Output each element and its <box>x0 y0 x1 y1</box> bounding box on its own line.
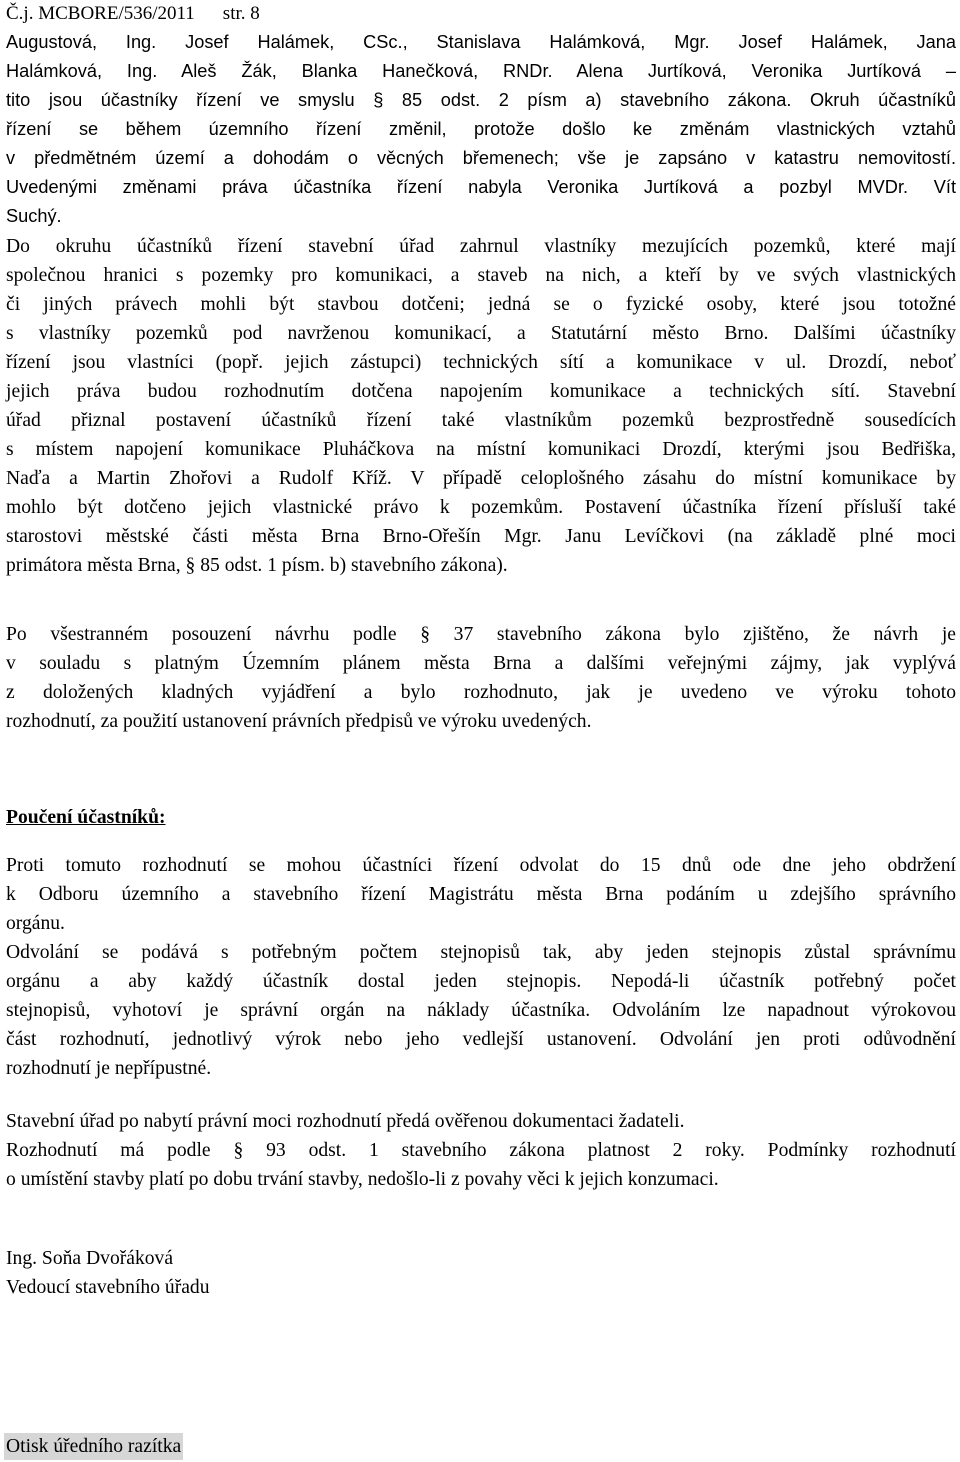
paragraph-documentation <box>6 1107 956 1136</box>
text-line: Halámková, Ing. Aleš Žák, Blanka Hanečková, RNDr. Alena Jurtíková, Veronika Jurtíková – <box>6 61 956 81</box>
text-line: orgánu. <box>6 913 65 934</box>
page-number: str. 8 <box>222 3 260 24</box>
text-line: v souladu s platným Územním plánem města Brna a dalšími veřejnými zájmy, jak vyplývá <box>6 653 956 674</box>
text-line: Do okruhu účastníků řízení stavební úřad zahrnul vlastníky mezujících pozemků, které mají <box>6 236 956 257</box>
text-line: rozhodnutí je nepřípustné. <box>6 1058 212 1079</box>
text-line: jejich práva budou rozhodnutím dotčena napojením komunikace a technických sítí. Stavební <box>6 381 956 402</box>
paragraph-participants-list <box>6 28 956 231</box>
section-heading-instructions: Poučení účastníků: <box>6 807 166 828</box>
text-line: či jiných právech mohli být stavbou dotčeni; jedná se o fyzické osoby, které jsou totožné <box>6 294 956 315</box>
text-line: Augustová, Ing. Josef Halámek, CSc., Stanislava Halámková, Mgr. Josef Halámek, Jana <box>6 32 956 52</box>
text-line: z doložených kladných vyjádření a bylo rozhodnuto, jak je uvedeno ve výroku tohoto <box>6 682 956 703</box>
text-line: řízení jsou vlastníci (popř. jejich zástupci) technických sítí a komunikace v ul. Drozdí, neboť <box>6 352 956 373</box>
text-line: primátora města Brna, § 85 odst. 1 písm. b) stavebního zákona). <box>6 555 508 576</box>
document-reference: Č.j. MCBORE/536/2011 <box>6 3 195 24</box>
text-line: Suchý. <box>6 206 62 226</box>
text-line: s místem napojení komunikace Pluháčkova na místní komunikaci Drozdí, kterými jsou Bedřiška, <box>6 439 956 460</box>
text-line: starostovi městské části města Brna Brno-Ořešín Mgr. Janu Levíčkovi (na základě plné moci <box>6 526 956 547</box>
text-line: Po všestranném posouzení návrhu podle § 37 stavebního zákona bylo zjištěno, že návrh je <box>6 624 956 645</box>
text-line: mohlo být dotčeno jejich vlastnické právo k pozemkům. Postavení účastníka řízení přísluší také <box>6 497 956 518</box>
text-line: k Odboru územního a stavebního řízení Magistrátu města Brna podáním u zdejšího správního <box>6 884 956 905</box>
paragraph-appeal-deadline <box>6 851 956 938</box>
text-line: Odvolání se podává s potřebným počtem stejnopisů tak, aby jeden stejnopis zůstal správnímu <box>6 942 956 963</box>
text-line: rozhodnutí, za použití ustanovení právních předpisů ve výroku uvedených. <box>6 711 592 732</box>
text-line: řízení se během územního řízení změnil, protože došlo ke změnám vlastnických vztahů <box>6 119 956 139</box>
stamp-placeholder: Otisk úředního razítka <box>4 1433 183 1460</box>
text-line: v předmětném území a dohodám o věcných břemenech; vše je zapsáno v katastru nemovitostí. <box>6 148 956 168</box>
text-line: část rozhodnutí, jednotlivý výrok nebo jeho vedlejší ustanovení. Odvolání jen proti odůvodnění <box>6 1029 956 1050</box>
text-line: úřad přiznal postavení účastníků řízení také vlastníkům pozemků bezprostředně sousedících <box>6 410 956 431</box>
text-line: Naďa a Martin Zhořovi a Rudolf Kříž. V případě celoplošného zásahu do místní komunikace by <box>6 468 956 489</box>
text-line: s vlastníky pozemků pod navrženou komunikací, a Statutární město Brno. Dalšími účastníky <box>6 323 956 344</box>
signatory-title: Vedoucí stavebního úřadu <box>6 1277 210 1298</box>
text-line: Stavební úřad po nabytí právní moci rozhodnutí předá ověřenou dokumentaci žadateli. <box>6 1111 685 1132</box>
paragraph-validity <box>6 1136 956 1194</box>
text-line: tito jsou účastníky řízení ve smyslu § 85 odst. 2 písm a) stavebního zákona. Okruh účastníků <box>6 90 956 110</box>
paragraph-participant-scope <box>6 232 956 580</box>
page-header <box>6 2 260 26</box>
text-line: orgánu a aby každý účastník dostal jeden stejnopis. Nepodá-li účastník potřebný počet <box>6 971 956 992</box>
text-line: o umístění stavby platí po dobu trvání stavby, nedošlo-li z povahy věci k jejich konzumaci. <box>6 1169 719 1190</box>
text-line: společnou hranici s pozemky pro komunikaci, a staveb na nich, a kteří by ve svých vlastnických <box>6 265 956 286</box>
paragraph-assessment <box>6 620 956 736</box>
signatory-name: Ing. Soňa Dvořáková <box>6 1248 174 1269</box>
text-line: Rozhodnutí má podle § 93 odst. 1 stavebního zákona platnost 2 roky. Podmínky rozhodnutí <box>6 1140 956 1161</box>
text-line: Uvedenými změnami práva účastníka řízení nabyla Veronika Jurtíková a pozbyl MVDr. Vít <box>6 177 956 197</box>
paragraph-appeal-copies <box>6 938 956 1083</box>
text-line: stejnopisů, vyhotoví je správní orgán na náklady účastníka. Odvoláním lze napadnout výrokovou <box>6 1000 956 1021</box>
text-line: Proti tomuto rozhodnutí se mohou účastníci řízení odvolat do 15 dnů ode dne jeho obdržení <box>6 855 956 876</box>
